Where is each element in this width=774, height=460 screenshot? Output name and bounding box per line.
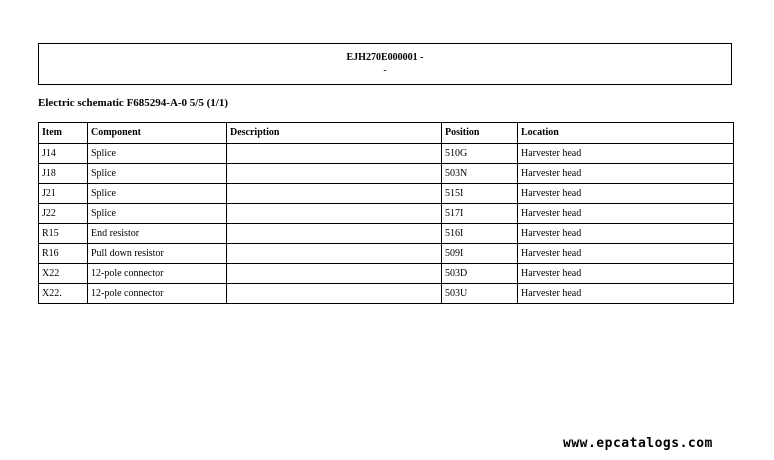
cell-location: Harvester head	[518, 224, 734, 244]
cell-component: Splice	[88, 164, 227, 184]
page-title: Electric schematic F685294-A-0 5/5 (1/1)	[38, 97, 228, 109]
cell-component: 12-pole connector	[88, 264, 227, 284]
cell-location: Harvester head	[518, 184, 734, 204]
cell-position: 503U	[442, 284, 518, 304]
cell-location: Harvester head	[518, 204, 734, 224]
table-row	[39, 224, 734, 244]
cell-location: Harvester head	[518, 244, 734, 264]
document-code-subtitle: -	[383, 65, 387, 76]
cell-location: Harvester head	[518, 264, 734, 284]
table-row	[39, 204, 734, 224]
cell-item: J18	[39, 164, 88, 184]
cell-location: Harvester head	[518, 144, 734, 164]
cell-component: Splice	[88, 184, 227, 204]
cell-item: J21	[39, 184, 88, 204]
column-header-location: Location	[518, 123, 734, 144]
cell-description	[227, 284, 442, 304]
column-header-item: Item	[39, 123, 88, 144]
cell-description	[227, 144, 442, 164]
cell-description	[227, 164, 442, 184]
column-header-component: Component	[88, 123, 227, 144]
cell-position: 509I	[442, 244, 518, 264]
cell-item: X22.	[39, 284, 88, 304]
cell-description	[227, 224, 442, 244]
cell-position: 503N	[442, 164, 518, 184]
cell-location: Harvester head	[518, 284, 734, 304]
cell-description	[227, 184, 442, 204]
cell-item: J14	[39, 144, 88, 164]
cell-position: 515I	[442, 184, 518, 204]
cell-description	[227, 244, 442, 264]
components-table	[38, 122, 734, 304]
table-row	[39, 184, 734, 204]
cell-item: J22	[39, 204, 88, 224]
cell-position: 510G	[442, 144, 518, 164]
column-header-description: Description	[227, 123, 442, 144]
cell-item: R16	[39, 244, 88, 264]
cell-component: Splice	[88, 144, 227, 164]
cell-position: 516I	[442, 224, 518, 244]
table-row	[39, 284, 734, 304]
column-header-position: Position	[442, 123, 518, 144]
table-row	[39, 244, 734, 264]
document-code: EJH270E000001 -	[346, 52, 424, 63]
cell-component: Pull down resistor	[88, 244, 227, 264]
watermark-url: www.epcatalogs.com	[563, 436, 713, 451]
table-row	[39, 144, 734, 164]
table-row	[39, 164, 734, 184]
cell-item: R15	[39, 224, 88, 244]
table-row	[39, 264, 734, 284]
table-header-row	[39, 123, 734, 144]
cell-item: X22	[39, 264, 88, 284]
cell-location: Harvester head	[518, 164, 734, 184]
cell-description	[227, 264, 442, 284]
document-header-box	[38, 43, 732, 85]
cell-component: Splice	[88, 204, 227, 224]
cell-position: 517I	[442, 204, 518, 224]
cell-component: 12-pole connector	[88, 284, 227, 304]
cell-description	[227, 204, 442, 224]
cell-position: 503D	[442, 264, 518, 284]
cell-component: End resistor	[88, 224, 227, 244]
